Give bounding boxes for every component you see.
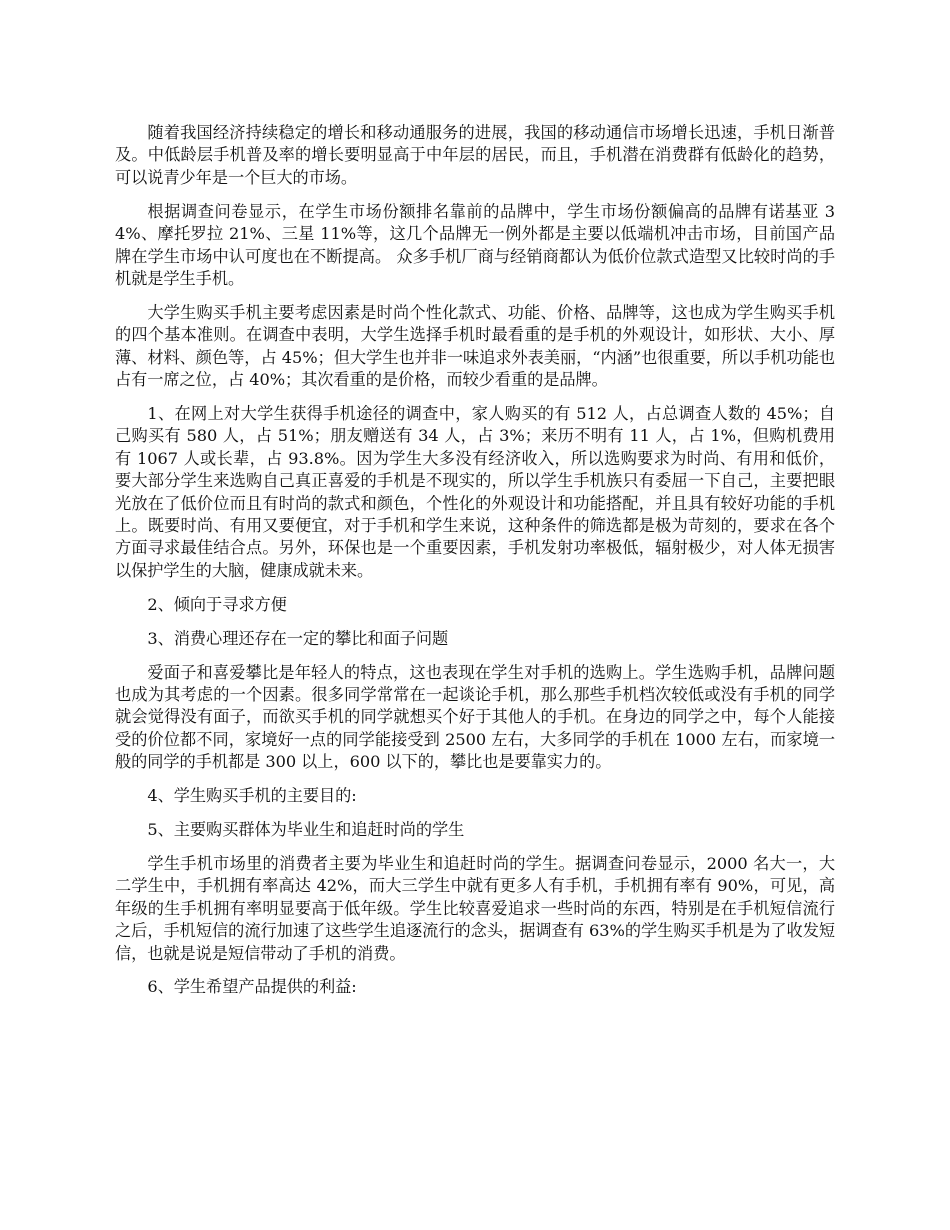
paragraph-section-4-heading: 4、学生购买手机的主要目的:	[147, 786, 357, 806]
document-page	[115, 122, 835, 1010]
paragraph-section-3-heading: 3、消费心理还存在一定的攀比和面子问题	[147, 628, 449, 648]
paragraph-section-2-heading: 2、倾向于寻求方便	[147, 594, 287, 614]
paragraph-section-5-body: 学生手机市场里的消费者主要为毕业生和追赶时尚的学生。据调查问卷显示，2000 名大一，大二学生中，手机拥有率高达 42%，而大三学生中就有更多人有手机，手机拥有率有 90%，可见，高年级的生手机拥有率明显要高于低年级。学生比较喜爱追求一些时尚的东西，特别是在手机短信流行之后，手机短信的流行加速了这些学生追逐流行的念头，据调查有 63%的学生购买手机是为了收发短信，也就是说是短信带动了手机的消费。	[115, 853, 835, 963]
paragraph-section-3-body: 爱面子和喜爱攀比是年轻人的特点，这也表现在学生对手机的选购上。学生选购手机，品牌问题也成为其考虑的一个因素。很多同学常常在一起谈论手机，那么那些手机档次较低或没有手机的同学就会觉得没有面子，而欲买手机的同学就想买个好于其他人的手机。在身边的同学之中，每个人能接受的价位都不同，家境好一点的同学能接受到 2500 左右，大多同学的手机在 1000 左右，而家境一般的同学的手机都是 300 以上，600 以下的，攀比也是要靠实力的。	[115, 662, 835, 772]
paragraph-brand-share: 根据调查问卷显示，在学生市场份额排名靠前的品牌中，学生市场份额偏高的品牌有诺基亚 34%、摩托罗拉 21%、三星 11%等，这几个品牌无一例外都是主要以低端机冲击市场，目前国产品牌在学生市场中认可度也在不断提高。 众多手机厂商与经销商都认为低价位款式造型又比较时尚的手机就是学生手机。	[115, 201, 835, 288]
paragraph-section-1: 1、在网上对大学生获得手机途径的调查中，家人购买的有 512 人，占总调查人数的 45%；自己购买有 580 人，占 51%；朋友赠送有 34 人，占 3%；来历不明有 11 人，占 1%，但购机费用有 1067 人或长辈，占 93.8%。因为学生大多没有经济收入，所以选购要求为时尚、有用和低价，要大部分学生来选购自己真正喜爱的手机是不现实的，所以学生手机族只有委屈一下自己，主要把眼光放在了低价位而且有时尚的款式和颜色，个性化的外观设计和功能搭配，并且具有较好功能的手机上。既要时尚、有用又要便宜，对于手机和学生来说，这种条件的筛选都是极为苛刻的，要求在各个方面寻求最佳结合点。另外，环保也是一个重要因素，手机发射功率极低，辐射极少，对人体无损害以保护学生的大脑，健康成就未来。	[115, 403, 835, 580]
paragraph-purchase-factors: 大学生购买手机主要考虑因素是时尚个性化款式、功能、价格、品牌等，这也成为学生购买手机的四个基本准则。在调查中表明，大学生选择手机时最看重的是手机的外观设计，如形状、大小、厚薄、材料、颜色等，占 45%；但大学生也并非一味追求外表美丽，“内涵”也很重要，所以手机功能也占有一席之位，占 40%；其次看重的是价格，而较少看重的是品牌。	[115, 302, 835, 390]
paragraph-section-6-heading: 6、学生希望产品提供的利益:	[147, 977, 357, 997]
paragraph-section-5-heading: 5、主要购买群体为毕业生和追赶时尚的学生	[147, 819, 465, 839]
paragraph-intro: 随着我国经济持续稳定的增长和移动通服务的进展，我国的移动通信市场增长迅速，手机日渐普及。中低龄层手机普及率的增长要明显高于中年层的居民，而且，手机潜在消费群有低龄化的趋势，可以说青少年是一个巨大的市场。	[115, 123, 835, 187]
